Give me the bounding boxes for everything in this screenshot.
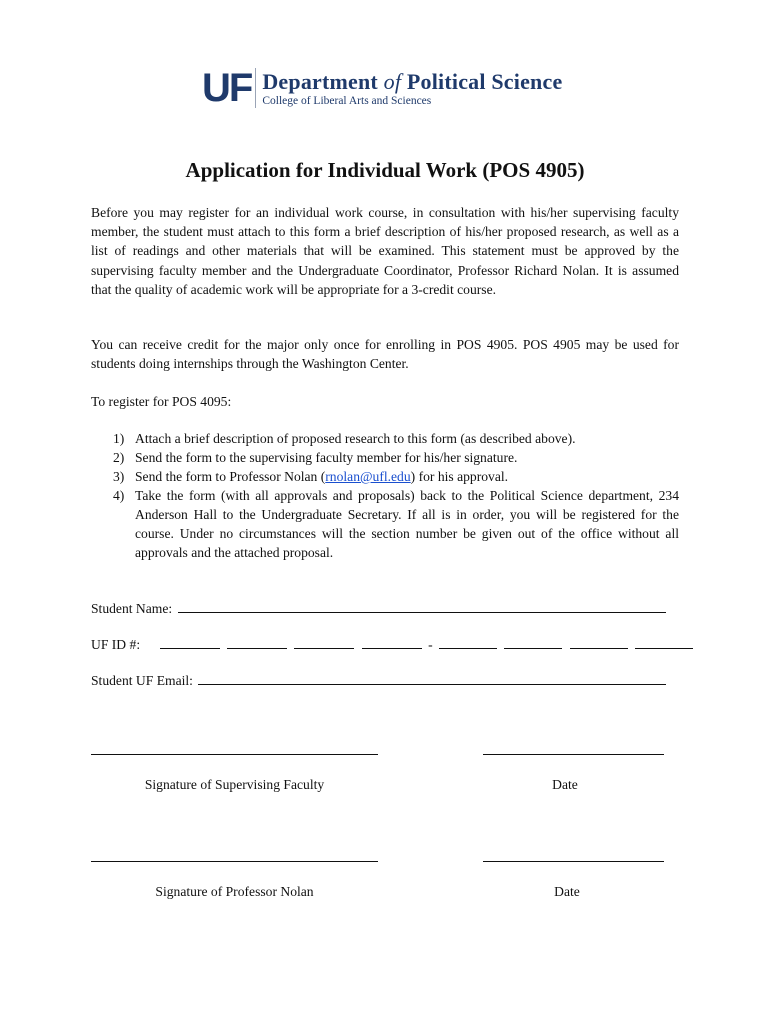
ufid-row bbox=[91, 634, 693, 654]
nolan-signature-label: Signature of Professor Nolan bbox=[155, 884, 314, 899]
ufid-segment-field[interactable] bbox=[570, 634, 628, 649]
list-item bbox=[91, 448, 679, 467]
faculty-date-line[interactable] bbox=[483, 754, 664, 755]
department-name bbox=[262, 70, 562, 94]
ufid-label: UF ID #: bbox=[91, 637, 141, 652]
nolan-date-line[interactable] bbox=[483, 861, 664, 862]
college-name: College of Liberal Arts and Sciences bbox=[262, 94, 432, 107]
faculty-date-label: Date bbox=[552, 777, 578, 792]
logo-divider bbox=[255, 68, 256, 108]
step-text: Take the form (with all approvals and proposals) back to the Political Science department, 234 Anderson Hall to the Undergraduate Secretary. If all is in order, you will be registered for the course. Under no circumstances will the section number be given out of the office without all approvals and the attached proposal. bbox=[135, 488, 679, 560]
intro-paragraph: Before you may register for an individual work course, in consultation with his/her supervising faculty member, the student must attach to this form a brief description of his/her proposed research, as well as a list of readings and other materials that will be examined. This statement must be approved by the supervising faculty member and the Undergraduate Coordinator, Professor Richard Nolan. It is assumed that the quality of academic work will be appropriate for a 3-credit course. bbox=[91, 205, 679, 297]
uf-logo-mark: UF bbox=[202, 66, 252, 110]
list-item bbox=[91, 467, 679, 486]
step-number: 2) bbox=[113, 450, 125, 465]
student-name-label: Student Name: bbox=[91, 601, 173, 616]
list-item bbox=[91, 429, 679, 448]
step-text: ) for his approval. bbox=[410, 469, 509, 484]
step-number: 3) bbox=[113, 469, 125, 484]
email-label: Student UF Email: bbox=[91, 673, 193, 688]
page-title: Application for Individual Work (POS 4905) bbox=[185, 158, 585, 182]
list-item bbox=[91, 486, 679, 562]
step-text: Send the form to the supervising faculty member for his/her signature. bbox=[135, 450, 518, 465]
register-heading: To register for POS 4095: bbox=[91, 394, 232, 409]
ufid-segment-field[interactable] bbox=[160, 634, 220, 649]
registration-steps bbox=[91, 429, 679, 562]
step-text: Attach a brief description of proposed research to this form (as described above). bbox=[135, 431, 576, 446]
ufid-segment-field[interactable] bbox=[504, 634, 562, 649]
dept-name-part: Department bbox=[262, 68, 384, 94]
student-name-row bbox=[91, 598, 666, 618]
nolan-date-label: Date bbox=[554, 884, 580, 899]
step-number: 1) bbox=[113, 431, 125, 446]
ufid-segment-field[interactable] bbox=[227, 634, 287, 649]
faculty-signature-label: Signature of Supervising Faculty bbox=[144, 777, 325, 792]
nolan-signature-line[interactable] bbox=[91, 861, 378, 862]
nolan-email-link[interactable]: rnolan@ufl.edu bbox=[325, 469, 411, 484]
step-text: Send the form to Professor Nolan ( bbox=[135, 469, 326, 484]
dept-name-of: of bbox=[383, 68, 402, 94]
email-row bbox=[91, 670, 666, 690]
department-block bbox=[262, 70, 562, 107]
ufid-segment-field[interactable] bbox=[439, 634, 497, 649]
ufid-segment-field[interactable] bbox=[362, 634, 422, 649]
ufid-segment-field[interactable] bbox=[635, 634, 693, 649]
student-name-field[interactable] bbox=[178, 598, 666, 613]
uf-department-logo bbox=[202, 66, 562, 110]
step-number: 4) bbox=[113, 488, 125, 503]
dept-name-part: Political Science bbox=[401, 68, 563, 94]
ufid-separator: - bbox=[428, 637, 433, 652]
faculty-signature-line[interactable] bbox=[91, 754, 378, 755]
credit-paragraph: You can receive credit for the major only once for enrolling in POS 4905. POS 4905 may be used for students doing internships through the Washington Center. bbox=[91, 337, 679, 372]
ufid-segment-field[interactable] bbox=[294, 634, 354, 649]
email-field[interactable] bbox=[198, 670, 666, 685]
